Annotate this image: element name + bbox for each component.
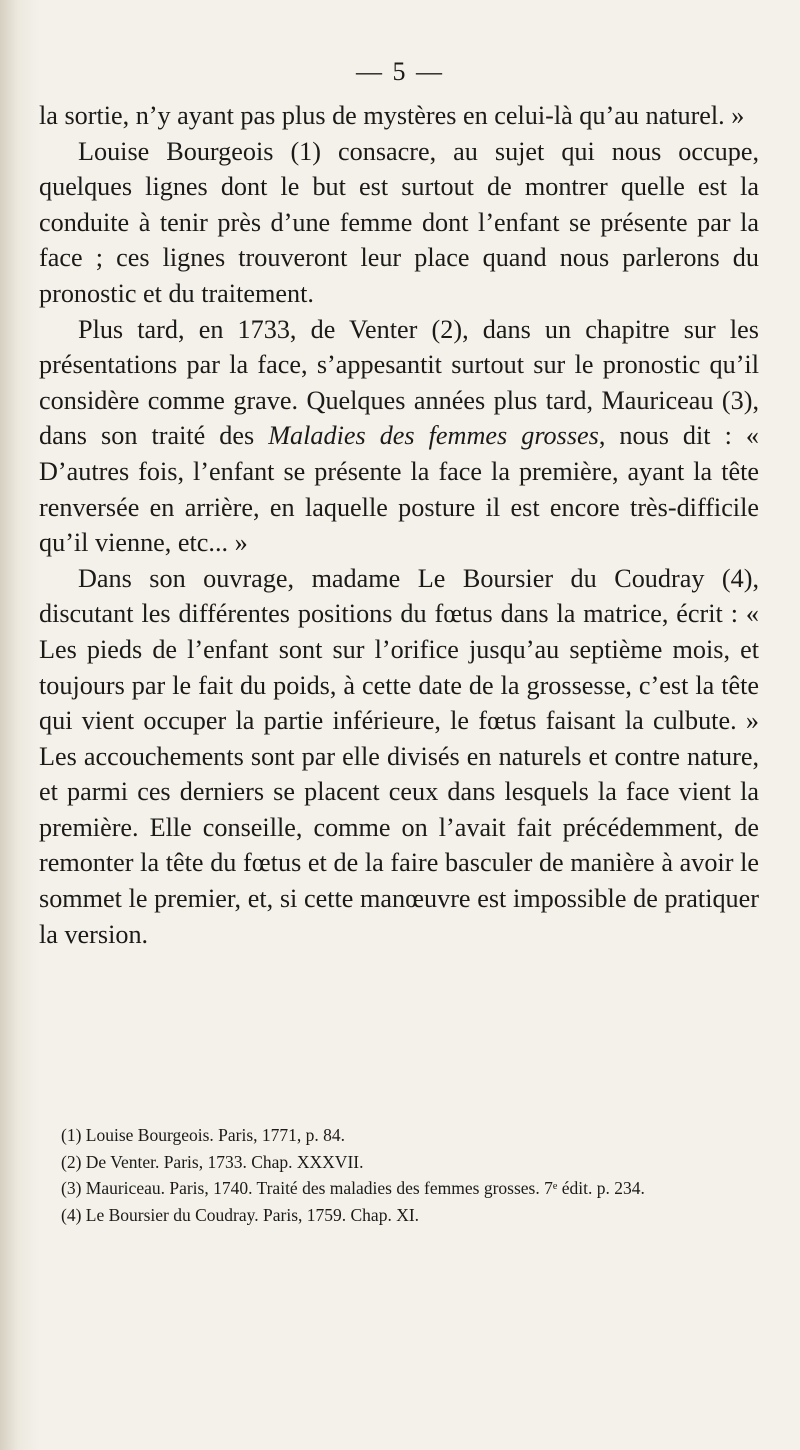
footnotes	[39, 1122, 759, 1228]
footnote-4: (4) Le Boursier du Coudray. Paris, 1759. Chap. XI.	[61, 1204, 420, 1225]
footnote-1: (1) Louise Bourgeois. Paris, 1771, p. 84.	[61, 1125, 346, 1145]
paragraph-text: , nous dit : « D’autres fois, l’enfant se présente la face la première, ayant la tête renversée en arrière, en laquelle posture il est encore très-difficile qu’il vienne, etc... »	[39, 421, 759, 558]
footnote-2: (2) De Venter. Paris, 1733. Chap. XXXVII.	[61, 1151, 364, 1172]
paragraph-venter-mauriceau	[39, 312, 759, 561]
book-title: Maladies des femmes grosses	[268, 421, 599, 451]
footnote-3: (3) Mauriceau. Paris, 1740. Traité des maladies des femmes grosses. 7ᵉ édit. p. 234.	[61, 1178, 645, 1198]
paragraph-text: Plus tard, en 1733, de Venter (2), dans un chapitre sur les présentations par la face, s’appesantit surtout sur le pronostic qu’il considère comme grave. Quelques années plus tard, Mauriceau (3), dans son traité des	[39, 314, 759, 451]
page-number: — 5 —	[356, 57, 444, 86]
paragraph-louise-bourgeois: Louise Bourgeois (1) consacre, au sujet qui nous occupe, quelques lignes dont le but est surtout de montrer quelle est la conduite à tenir près d’une femme dont l’enfant se présente par la face ; ces lignes trouveront leur place quand nous parlerons du pronostic et du traitement.	[39, 136, 759, 308]
paragraph-le-boursier: Dans son ouvrage, madame Le Boursier du Coudray (4), discutant les différentes positions du fœtus dans la matrice, écrit : « Les pieds de l’enfant sont sur l’orifice jusqu’au septième mois, et toujours par le fait du poids, à cette date de la grossesse, c’est la tête qui vient occuper la partie inférieure, le fœtus faisant la culbute. » Les accouchements sont par elle divisés en naturels et contre nature, et parmi ces derniers se placent ceux dans lesquels la face vient la première. Elle conseille, comme on l’avait fait précédemment, de remonter la tête du fœtus et de la faire basculer de manière à avoir le sommet le premier, et, si cette manœuvre est impossible de pratiquer la version.	[39, 563, 759, 949]
main-text	[39, 98, 759, 952]
paragraph-continuation: la sortie, n’y ayant pas plus de mystères en celui-là qu’au naturel. »	[39, 101, 745, 130]
